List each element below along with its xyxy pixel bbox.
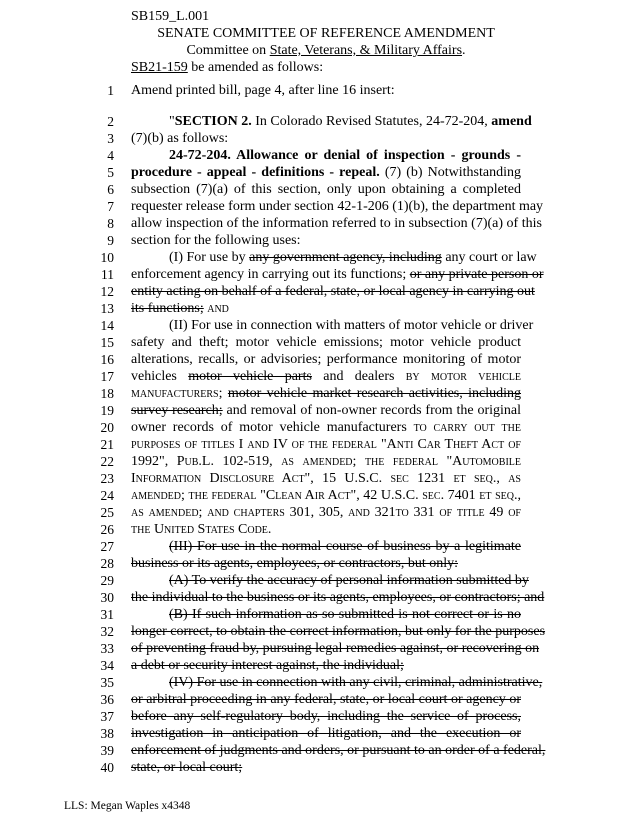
text-segment: requester release form under section 42-1-206 (1)(b), the department may (131, 199, 544, 214)
text-segment: alterations, recalls, or advisories; performance monitoring of motor (131, 352, 521, 367)
line-text (131, 674, 543, 691)
line-number: 29 (100, 573, 114, 588)
line-number: 7 (107, 199, 114, 214)
line-number: 26 (100, 522, 114, 537)
inserted-text: as amended; and chapters 301, 305, and 321to 331 of title 49 of (131, 505, 521, 520)
text-segment: In Colorado Revised Statutes, 24-72-204, (251, 114, 492, 129)
struck-text: before any self-regulatory body, including the service of process, (131, 709, 521, 724)
line-text (131, 113, 532, 130)
inserted-text: to carry out the (413, 420, 521, 435)
line-text (131, 334, 521, 351)
footer-drafter: LLS: Megan Waples x4348 (64, 800, 191, 812)
line-number: 23 (100, 471, 114, 486)
line-text (131, 164, 521, 181)
text-segment: " (169, 114, 175, 129)
line-text (131, 742, 546, 759)
line-text (131, 283, 535, 300)
line-text (131, 521, 521, 538)
line-number: 3 (107, 131, 114, 146)
line-text (131, 249, 537, 266)
text-segment: owner records of motor vehicle manufacturers (131, 420, 414, 435)
committee-prefix: Committee on (186, 43, 270, 58)
line-number: 30 (100, 590, 114, 605)
line-number: 38 (100, 726, 114, 741)
line-text (131, 317, 534, 334)
line-text (131, 623, 546, 640)
line-number: 4 (107, 148, 114, 163)
text-segment: and dealers (311, 369, 406, 384)
text-segment: (7) (b) Notwithstanding (379, 165, 521, 180)
committee-line (131, 42, 521, 59)
line-text (131, 657, 521, 674)
text-segment: procedure - appeal - definitions - repeal. (131, 165, 380, 180)
line-text (131, 759, 521, 776)
line-text (131, 402, 521, 419)
struck-text: business or its agents, employees, or contractors, but only: (131, 556, 458, 571)
line-text (131, 181, 521, 198)
text-segment: and removal of non-owner records from the original (222, 403, 521, 418)
line-number: 11 (101, 267, 114, 282)
line-text (131, 487, 521, 504)
struck-text: or arbitral proceeding in any federal, state, or local court or agency or (131, 692, 521, 707)
line-number: 15 (100, 335, 114, 350)
line-text (131, 300, 521, 317)
line-number: 5 (107, 165, 114, 180)
document-id: SB159_L.001 (131, 9, 210, 24)
line-text (131, 351, 521, 368)
struck-text: the individual to the business or its agents, employees, or contractors; and (131, 590, 545, 605)
line-text (131, 470, 521, 487)
line-text (131, 368, 521, 385)
inserted-text: amended; the federal "Clean Air Act", 42 U.S.C. sec. 7401 et seq., (131, 488, 521, 503)
struck-text: its functions; (131, 301, 204, 316)
struck-text: motor vehicle parts (188, 369, 312, 384)
line-number: 31 (100, 607, 114, 622)
line-text (131, 725, 521, 742)
line-number: 39 (100, 743, 114, 758)
text-segment: any court or law (441, 250, 537, 265)
struck-text: enforcement of judgments and orders, or pursuant to an order of a federal, (131, 743, 546, 758)
text-segment: subsection (7)(a) of this section, only upon obtaining a completed (131, 182, 521, 197)
struck-text: (IV) For use in connection with any civil, criminal, administrative, (169, 675, 543, 690)
committee-suffix: . (462, 43, 466, 58)
line-text (131, 82, 521, 99)
line-number: 25 (100, 505, 114, 520)
line-text (131, 538, 521, 555)
line-number: 8 (107, 216, 114, 231)
line-text (131, 198, 544, 215)
line-number: 24 (100, 488, 114, 503)
line-number: 20 (100, 420, 114, 435)
text-segment: section for the following uses: (131, 233, 301, 248)
line-number: 14 (100, 318, 114, 333)
line-number: 27 (100, 539, 114, 554)
line-text (131, 232, 521, 249)
text-segment: SECTION 2. (174, 114, 252, 129)
struck-text: (A) To verify the accuracy of personal information submitted by (169, 573, 529, 588)
text-segment: Amend printed bill, page 4, after line 16 insert: (131, 83, 395, 98)
text-segment: amend (491, 114, 532, 129)
line-number: 18 (100, 386, 114, 401)
line-number: 34 (100, 658, 114, 673)
line-text (131, 266, 544, 283)
line-text (131, 147, 521, 164)
struck-text: of preventing fraud by, pursuing legal remedies against, or recovering on (131, 641, 540, 656)
line-text (131, 708, 521, 725)
line-text (131, 130, 521, 147)
bill-reference: SB21-159 (131, 60, 188, 75)
inserted-text: by motor vehicle (405, 369, 522, 384)
struck-text: investigation in anticipation of litigation, and the execution or (131, 726, 521, 741)
line-number: 13 (100, 301, 114, 316)
line-number: 32 (100, 624, 114, 639)
struck-text: or any private person or (409, 267, 544, 282)
line-text (131, 436, 521, 453)
line-number: 9 (107, 233, 114, 248)
text-segment: ; (218, 386, 228, 401)
line-number: 22 (100, 454, 114, 469)
inserted-text: manufacturers (131, 386, 219, 401)
struck-text: entity acting on behalf of a federal, state, or local agency in carrying out (131, 284, 535, 299)
line-number: 10 (100, 250, 114, 265)
line-number: 19 (100, 403, 114, 418)
line-text (131, 606, 521, 623)
line-number: 35 (100, 675, 114, 690)
line-number: 17 (100, 369, 114, 384)
committee-name: State, Veterans, & Military Affairs (269, 43, 463, 58)
inserted-text: and (207, 301, 229, 316)
line-number: 36 (100, 692, 114, 707)
struck-text: a debt or security interest against, the individual; (131, 658, 404, 673)
text-segment: enforcement agency in carrying out its functions; (131, 267, 410, 282)
struck-text: motor vehicle market research activities, including (227, 386, 522, 401)
line-number: 37 (100, 709, 114, 724)
struck-text: longer correct, to obtain the correct information, but only for the purposes (131, 624, 546, 639)
bill-reference-line (131, 59, 323, 76)
line-text (131, 215, 542, 232)
line-number: 6 (107, 182, 114, 197)
text-segment: safety and theft; motor vehicle emissions; motor vehicle product (131, 335, 521, 350)
line-number: 28 (100, 556, 114, 571)
text-segment: (II) For use in connection with matters of motor vehicle or driver (169, 318, 534, 333)
text-segment: 24-72-204. Allowance or denial of inspection - grounds - (169, 148, 521, 163)
inserted-text: purposes of titles I and IV of the federal "Anti Car Theft Act of (131, 437, 521, 452)
line-text (131, 691, 521, 708)
line-text (131, 640, 540, 657)
line-text (131, 453, 521, 470)
text-segment: (I) For use by (169, 250, 250, 265)
line-text (131, 419, 521, 436)
bill-reference-suffix: be amended as follows: (187, 60, 324, 75)
text-segment: (7)(b) as follows: (131, 131, 229, 146)
line-number: 16 (100, 352, 114, 367)
struck-text: any government agency, including (249, 250, 442, 265)
line-number: 2 (107, 114, 114, 129)
inserted-text: 1992", Pub.L. 102-519, as amended; the federal "Automobile (131, 454, 521, 469)
line-text (131, 572, 529, 589)
struck-text: (III) For use in the normal course of business by a legitimate (169, 539, 521, 554)
line-text (131, 589, 545, 606)
line-text (131, 385, 521, 402)
committee-title: SENATE COMMITTEE OF REFERENCE AMENDMENT (157, 26, 495, 41)
inserted-text: the United States Code. (131, 522, 272, 537)
line-number: 1 (107, 83, 114, 98)
struck-text: survey research; (131, 403, 223, 418)
line-text (131, 555, 521, 572)
struck-text: (B) If such information as so submitted is not correct or is no (169, 607, 521, 622)
line-number: 40 (100, 760, 114, 775)
text-segment: allow inspection of the information referred to in subsection (7)(a) of this (131, 216, 542, 231)
line-text (131, 504, 521, 521)
line-number: 33 (100, 641, 114, 656)
struck-text: state, or local court; (131, 760, 243, 775)
line-number: 21 (100, 437, 114, 452)
line-number: 12 (100, 284, 114, 299)
inserted-text: Information Disclosure Act", 15 U.S.C. sec 1231 et seq., as (131, 471, 521, 486)
text-segment: vehicles (131, 369, 189, 384)
